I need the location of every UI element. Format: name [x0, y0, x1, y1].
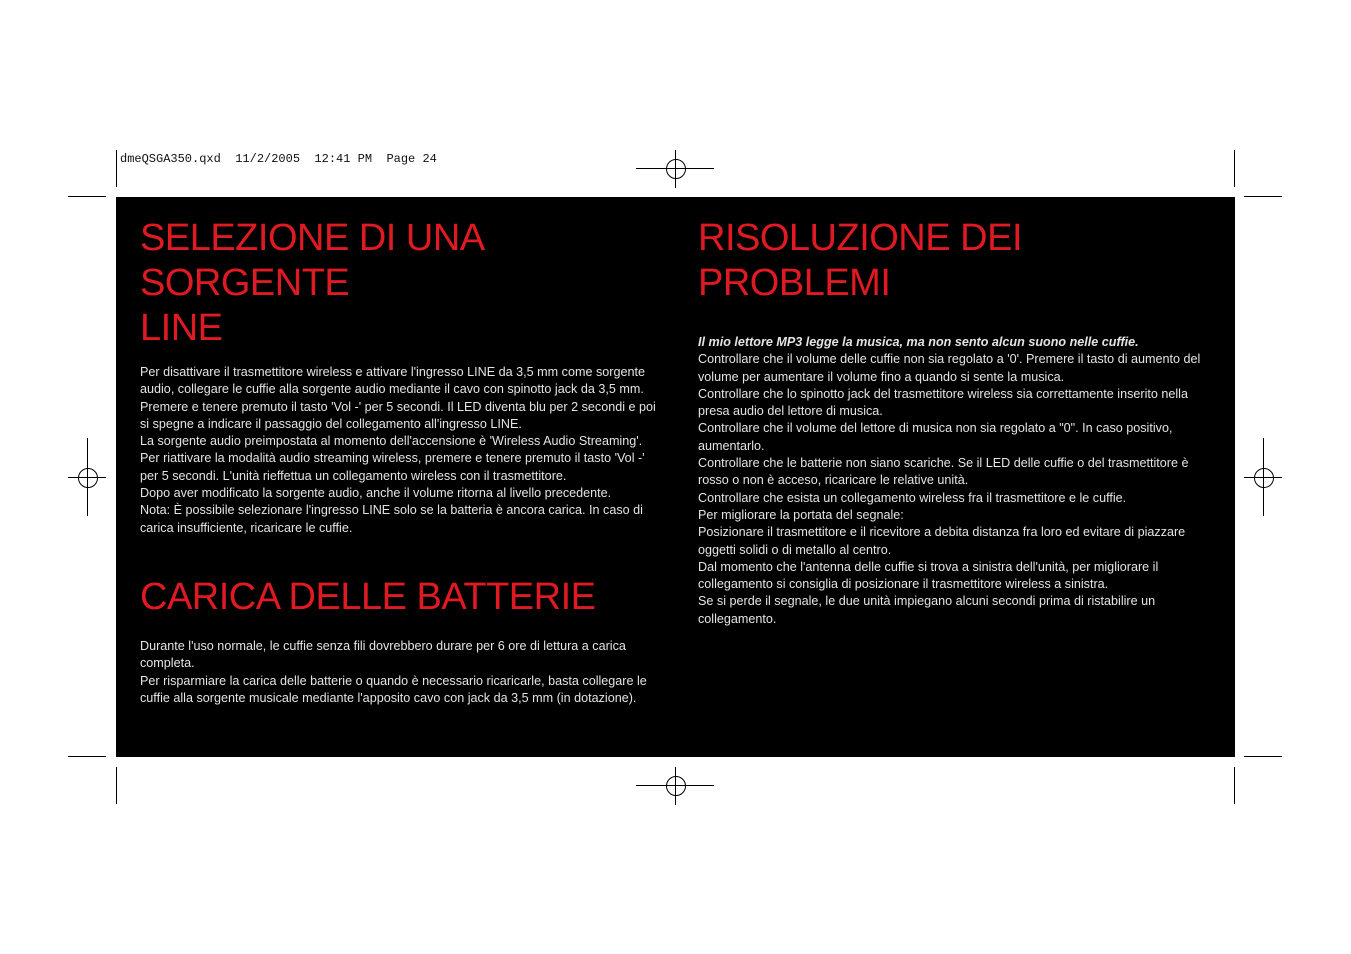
troubleshooting-question: Il mio lettore MP3 legge la musica, ma non sento alcun suono nelle cuffie.: [698, 335, 1139, 349]
paragraph: Per disattivare il trasmettitore wireless e attivare l'ingresso LINE da 3,5 mm come sorgente audio, collegare le cuffie alla sorgente audio mediante il cavo con spinotto jack da 3,5 mm. Premere e tenere premuto il tasto 'Vol -' per 5 secondi. Il LED diventa blu per 2 secondi e poi si spegne a indicare il passaggio del collegamento all'ingresso LINE.: [140, 365, 656, 431]
crop-mark-bottom-left-v: [116, 767, 117, 804]
manual-page: [116, 197, 1235, 757]
right-column: [698, 197, 1213, 628]
title-line-2: LINE: [140, 307, 223, 349]
paragraph: La sorgente audio preimpostata al momento dell'accensione è 'Wireless Audio Streaming'.: [140, 434, 643, 449]
paragraph: Per migliorare la portata del segnale:: [698, 507, 904, 522]
line-source-body: [140, 364, 660, 537]
file-slug: dmeQSGA350.qxd 11/2/2005 12:41 PM Page 24: [120, 152, 437, 166]
crop-mark-top-left-v: [116, 150, 117, 187]
crop-mark-bottom-right-h: [1244, 756, 1282, 757]
paragraph: Controllare che il volume del lettore di musica non sia regolato a "0". In caso positivo, aumentarlo.: [698, 421, 1173, 453]
paragraph: Per risparmiare la carica delle batterie o quando è necessario ricaricarle, basta collegare le cuffie alla sorgente musicale mediante l'apposito cavo con jack da 3,5 mm (in dotazione).: [140, 673, 647, 705]
paragraph: Per riattivare la modalità audio streaming wireless, premere e tenere premuto il tasto 'Vol -' per 5 secondi. L'unità rieffettua un collegamento wireless con il trasmettitore.: [140, 451, 645, 483]
paragraph: Dopo aver modificato la sorgente audio, anche il volume ritorna al livello precedente.: [140, 486, 612, 501]
crop-mark-top-right-h: [1244, 196, 1282, 197]
title-line-1: SELEZIONE DI UNA SORGENTE: [140, 217, 483, 304]
battery-body: [140, 638, 660, 707]
paragraph: Controllare che lo spinotto jack del trasmettitore wireless sia correttamente inserito nella presa audio del lettore di musica.: [698, 386, 1188, 419]
section-title-line-source: [140, 216, 660, 351]
section-title-troubleshooting: RISOLUZIONE DEI PROBLEMI: [698, 217, 1022, 304]
paragraph: Durante l'uso normale, le cuffie senza fili dovrebbero durare per 6 ore di lettura a carica completa.: [140, 638, 626, 671]
section-title-battery: CARICA DELLE BATTERIE: [140, 575, 596, 618]
crop-mark-bottom-right-v: [1234, 767, 1235, 804]
paragraph: Posizionare il trasmettitore e il ricevitore a debita distanza fra loro ed evitare di piazzare oggetti solidi o di metallo al centro.: [698, 525, 1186, 557]
paragraph: Nota: È possibile selezionare l'ingresso LINE solo se la batteria è ancora carica. In caso di carica insufficiente, ricaricare le cuffie.: [140, 503, 643, 535]
paragraph: Se si perde il segnale, le due unità impiegano alcuni secondi prima di ristabilire un collegamento.: [698, 594, 1156, 626]
paragraph: Controllare che le batterie non siano scariche. Se il LED delle cuffie o del trasmettitore è rosso o non è acceso, ricaricare le relative unità.: [698, 456, 1189, 488]
crop-mark-top-left-h: [68, 196, 106, 197]
paragraph: Controllare che il volume delle cuffie non sia regolato a '0'. Premere il tasto di aumento del volume per aumentare il volume fino a quando si sente la musica.: [698, 352, 1201, 384]
paragraph: Controllare che esista un collegamento wireless fra il trasmettitore e le cuffie.: [698, 490, 1127, 505]
paragraph: Dal momento che l'antenna delle cuffie si trova a sinistra dell'unità, per migliorare il collegamento si consiglia di posizionare il trasmettitore wireless a sinistra.: [698, 559, 1159, 592]
left-column: [140, 197, 660, 707]
crop-mark-bottom-left-h: [68, 756, 106, 757]
crop-mark-top-right-v: [1234, 150, 1235, 187]
troubleshooting-body: [698, 351, 1213, 628]
